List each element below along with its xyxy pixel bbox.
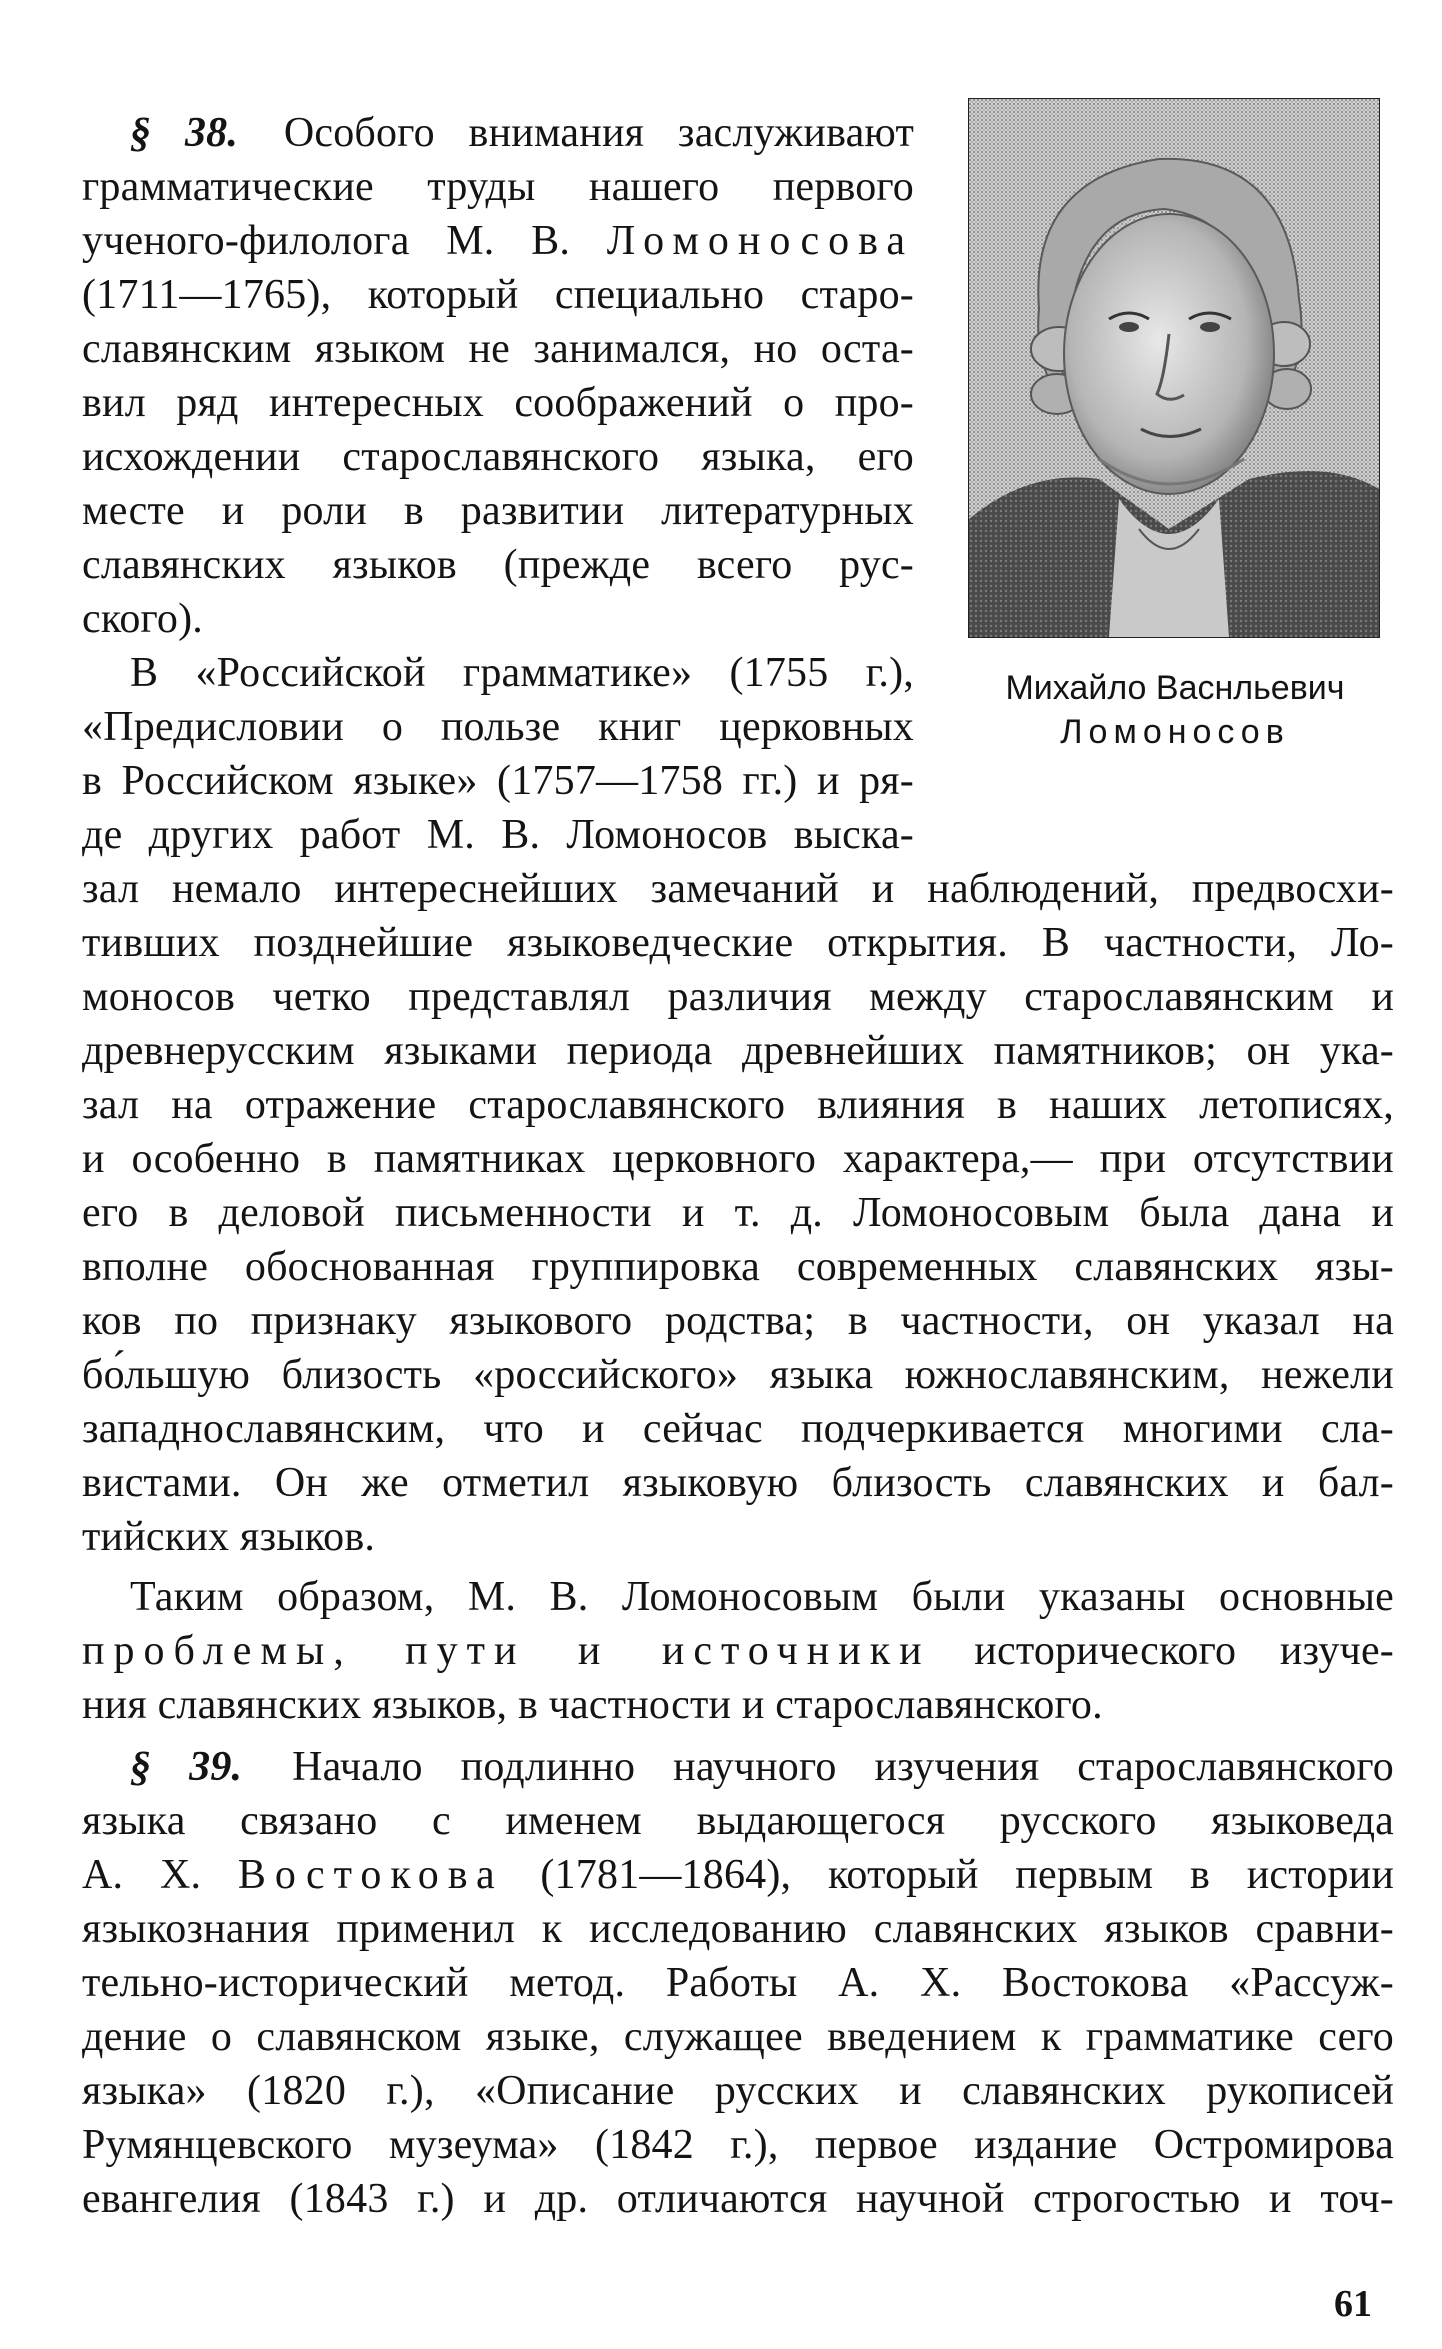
section38-line-23: ков по признаку языкового родства; в частности, он указал на xyxy=(82,1298,1394,1344)
section38-mark: § 38. xyxy=(130,110,239,156)
section39-line-5: тельно-исторический метод. Работы А. Х. Востокова «Рассуж- xyxy=(82,1960,1394,2006)
section38-line-18: древнерусским языками периода древнейших памятников; он ука- xyxy=(82,1028,1394,1074)
portrait-engraving xyxy=(969,99,1379,637)
section39-line-9: евангелия (1843 г.) и др. отличаются научной строгостью и точ- xyxy=(82,2176,1394,2222)
section38-line-21: его в деловой письменности и т. д. Ломоносовым была дана и xyxy=(82,1190,1394,1236)
summary-line-1: Таким образом, М. В. Ломоносовым были указаны основные xyxy=(130,1574,1394,1620)
section38-line-6: вил ряд интересных соображений о про- xyxy=(82,380,914,426)
page-number: 61 xyxy=(1334,2283,1372,2325)
section39-mark: § 39. xyxy=(130,1744,243,1790)
section38-line-13: в Российском языке» (1757—1758 гг.) и ря- xyxy=(82,758,914,804)
section38-line-27: тийских языков. xyxy=(82,1514,376,1560)
section38-line-22: вполне обоснованная группировка современных славянских язы- xyxy=(82,1244,1394,1290)
section39-line-3: А. Х. Востокова (1781—1864), который первым в истории xyxy=(82,1852,1394,1898)
problems-spaced: проблемы, пути и источники xyxy=(82,1628,931,1674)
section38-line-12: «Предисловии о пользе книг церковных xyxy=(82,704,914,750)
vostokov-name-spaced: Востокова xyxy=(237,1852,504,1898)
section38-line-8: месте и роли в развитии литературных xyxy=(82,488,914,534)
section38-line-3: ученого-филолога М. В. Ломоносова xyxy=(82,218,915,264)
section38-line-1: § 38. Особого внимания заслуживают xyxy=(130,110,914,156)
section38-line-14: де других работ М. В. Ломоносов выска- xyxy=(82,812,914,858)
section39-line-2: языка связано с именем выдающегося русского языковеда xyxy=(82,1798,1394,1844)
section38-line-2: грамматические труды нашего первого xyxy=(82,164,914,210)
section38-line-15: зал немало интереснейших замечаний и наблюдений, предвосхи- xyxy=(82,866,1394,912)
section38-line-10: ского). xyxy=(82,596,203,642)
section38-line-26: вистами. Он же отметил языковую близость славянских и бал- xyxy=(82,1460,1394,1506)
section38-line-4: (1711—1765), который специально старо- xyxy=(82,272,914,318)
section38-line-19: зал на отражение старославянского влияния в наших летописях, xyxy=(82,1082,1394,1128)
section39-line-7: языка» (1820 г.), «Описание русских и славянских рукописей xyxy=(82,2068,1394,2114)
section38-line-5: славянским языком не занимался, но оста- xyxy=(82,326,914,372)
section38-line-17: моносов четко представлял различия между старославянским и xyxy=(82,974,1394,1020)
lomonosov-portrait xyxy=(968,98,1380,638)
section39-line-1: § 39. Начало подлинно научного изучения старославянского xyxy=(130,1744,1394,1790)
section38-line-24: бо́льшую близость «российского» языка южнославянским, нежели xyxy=(82,1352,1394,1398)
summary-line-3: ния славянских языков, в частности и старославянского. xyxy=(82,1682,1103,1728)
portrait-caption-name: Михайло Васнльевич xyxy=(1005,669,1345,707)
section38-line-20: и особенно в памятниках церковного характера,— при отсутствии xyxy=(82,1136,1394,1182)
section38-line-7: исхождении старославянского языка, его xyxy=(82,434,914,480)
section38-line-25: западнославянским, что и сейчас подчеркивается многими сла- xyxy=(82,1406,1394,1452)
lomonosov-name-spaced: Ломоносова xyxy=(606,218,915,264)
section38-line-16: тивших позднейшие языковедческие открытия. В частности, Ло- xyxy=(82,920,1394,966)
summary-line-2: проблемы, пути и источники исторического изуче- xyxy=(82,1628,1394,1674)
portrait-caption-surname: Ломоносов xyxy=(1060,713,1290,751)
section39-line-4: языкознания применил к исследованию славянских языков сравни- xyxy=(82,1906,1394,1952)
section38-line-9: славянских языков (прежде всего рус- xyxy=(82,542,914,588)
section38-line-11: В «Российской грамматике» (1755 г.), xyxy=(130,650,914,696)
section39-line-8: Румянцевского музеума» (1842 г.), первое издание Остромирова xyxy=(82,2122,1394,2168)
section39-line-6: дение о славянском языке, служащее введением к грамматике сего xyxy=(82,2014,1394,2060)
